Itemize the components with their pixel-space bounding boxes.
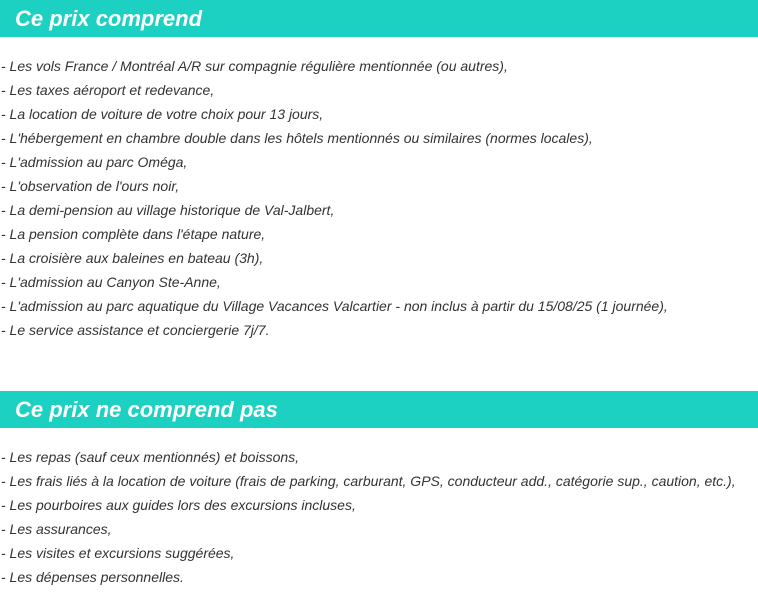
included-item: - L'admission au parc Oméga, bbox=[1, 154, 188, 170]
included-item: - La croisière aux baleines en bateau (3h), bbox=[1, 250, 264, 266]
included-item: - Les taxes aéroport et redevance, bbox=[1, 82, 215, 98]
excluded-section bbox=[0, 391, 758, 589]
excluded-item: - Les dépenses personnelles. bbox=[1, 569, 184, 585]
excluded-item: - Les repas (sauf ceux mentionnés) et boissons, bbox=[1, 449, 300, 465]
included-item: - La location de voiture de votre choix pour 13 jours, bbox=[1, 106, 324, 122]
excluded-item: - Les pourboires aux guides lors des excursions incluses, bbox=[1, 497, 356, 513]
excluded-item: - Les frais liés à la location de voiture (frais de parking, carburant, GPS, conducteur add., catégorie sup., caution, etc.), bbox=[1, 473, 736, 489]
included-item: - La demi-pension au village historique de Val-Jalbert, bbox=[1, 202, 335, 218]
included-item: - L'admission au Canyon Ste-Anne, bbox=[1, 274, 221, 290]
included-item: - L'hébergement en chambre double dans les hôtels mentionnés ou similaires (normes locales), bbox=[1, 130, 593, 146]
excluded-header: Ce prix ne comprend pas bbox=[0, 391, 758, 428]
included-item: - La pension complète dans l'étape nature, bbox=[1, 226, 266, 242]
included-list bbox=[0, 54, 758, 342]
included-header: Ce prix comprend bbox=[0, 0, 758, 37]
excluded-item: - Les visites et excursions suggérées, bbox=[1, 545, 235, 561]
excluded-item: - Les assurances, bbox=[1, 521, 112, 537]
excluded-list bbox=[0, 445, 758, 589]
included-item: - L'observation de l'ours noir, bbox=[1, 178, 180, 194]
included-item: - Les vols France / Montréal A/R sur compagnie régulière mentionnée (ou autres), bbox=[1, 58, 508, 74]
included-item: - Le service assistance et conciergerie 7j/7. bbox=[1, 322, 270, 338]
included-item: - L'admission au parc aquatique du Village Vacances Valcartier - non inclus à partir du 15/08/25 (1 journée), bbox=[1, 298, 668, 314]
